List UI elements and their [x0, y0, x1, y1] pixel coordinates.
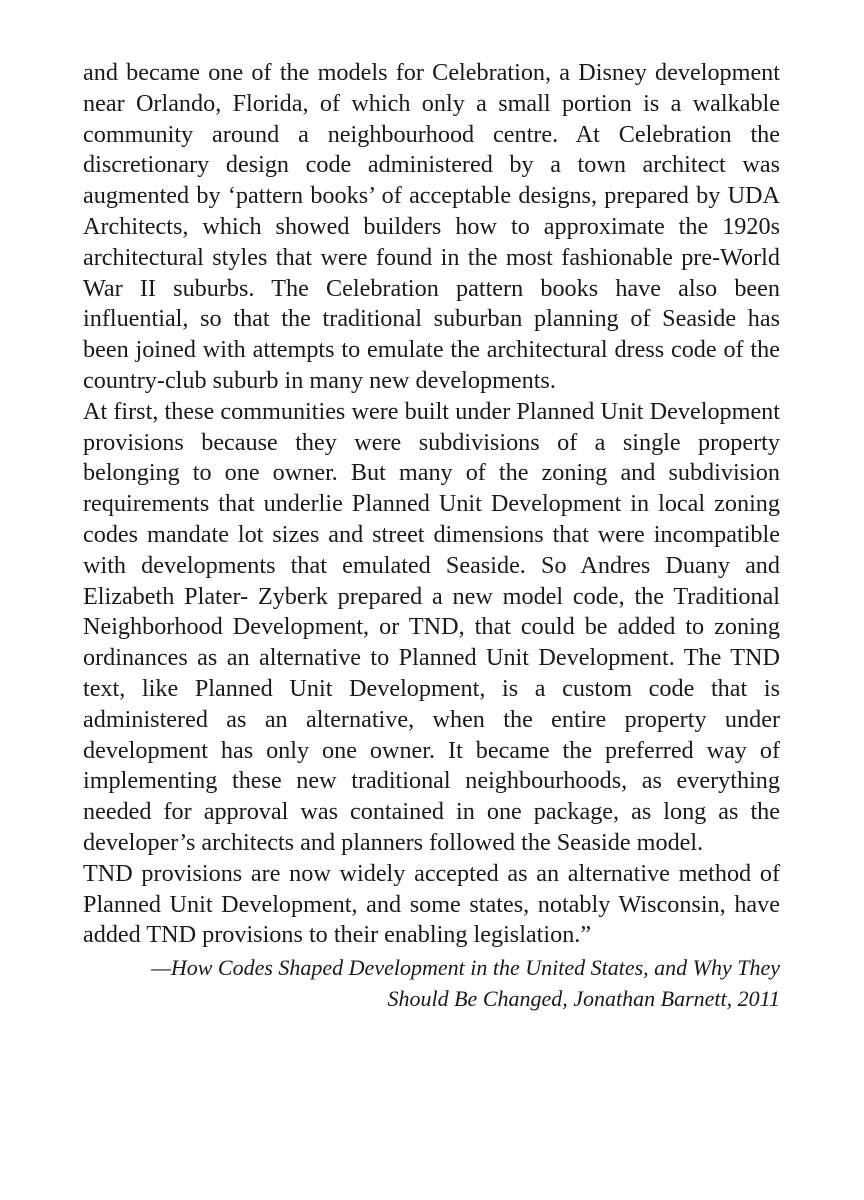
document-page [83, 58, 780, 1015]
citation-line-author: Should Be Changed, Jonathan Barnett, 2011 [387, 985, 780, 1011]
paragraph-tnd-provisions: TND provisions are now widely accepted as an alternative method of Planned Unit Development, and some states, notably Wisconsin, have added TND provisions to their enabling legislation.” [83, 859, 780, 949]
citation [83, 953, 780, 1015]
paragraph-planned-unit-development: At first, these communities were built under Planned Unit Development provisions because they were subdivisions of a single property belonging to one owner. But many of the zoning and subdivision requirements that underlie Planned Unit Development in local zoning codes mandate lot sizes and street dimensions that were incompatible with developments that emulated Seaside. So Andres Duany and Elizabeth Plater- Zyberk prepared a new model code, the Traditional Neighborhood Development, or TND, that could be added to zoning ordinances as an alternative to Planned Unit Development. The TND text, like Planned Unit Development, is a custom code that is administered as an alternative, when the entire property under development has only one owner. It became the preferred way of implementing these new traditional neighbourhoods, as everything needed for approval was contained in one package, as long as the developer’s architects and planners followed the Seaside model. [83, 397, 780, 856]
paragraph-celebration: and became one of the models for Celebration, a Disney development near Orlando, Florida, of which only a small portion is a walkable community around a neighbourhood centre. At Celebration the discretionary design code administered by a town architect was augmented by ‘pattern books’ of acceptable designs, prepared by UDA Architects, which showed builders how to approximate the 1920s architectural styles that were found in the most fashionable pre-World War II suburbs. The Celebration pattern books have also been influential, so that the traditional suburban planning of Seaside has been joined with attempts to emulate the architectural dress code of the country-club suburb in many new developments. [83, 59, 780, 394]
citation-line-title: —How Codes Shaped Development in the United States, and Why They [151, 955, 780, 981]
